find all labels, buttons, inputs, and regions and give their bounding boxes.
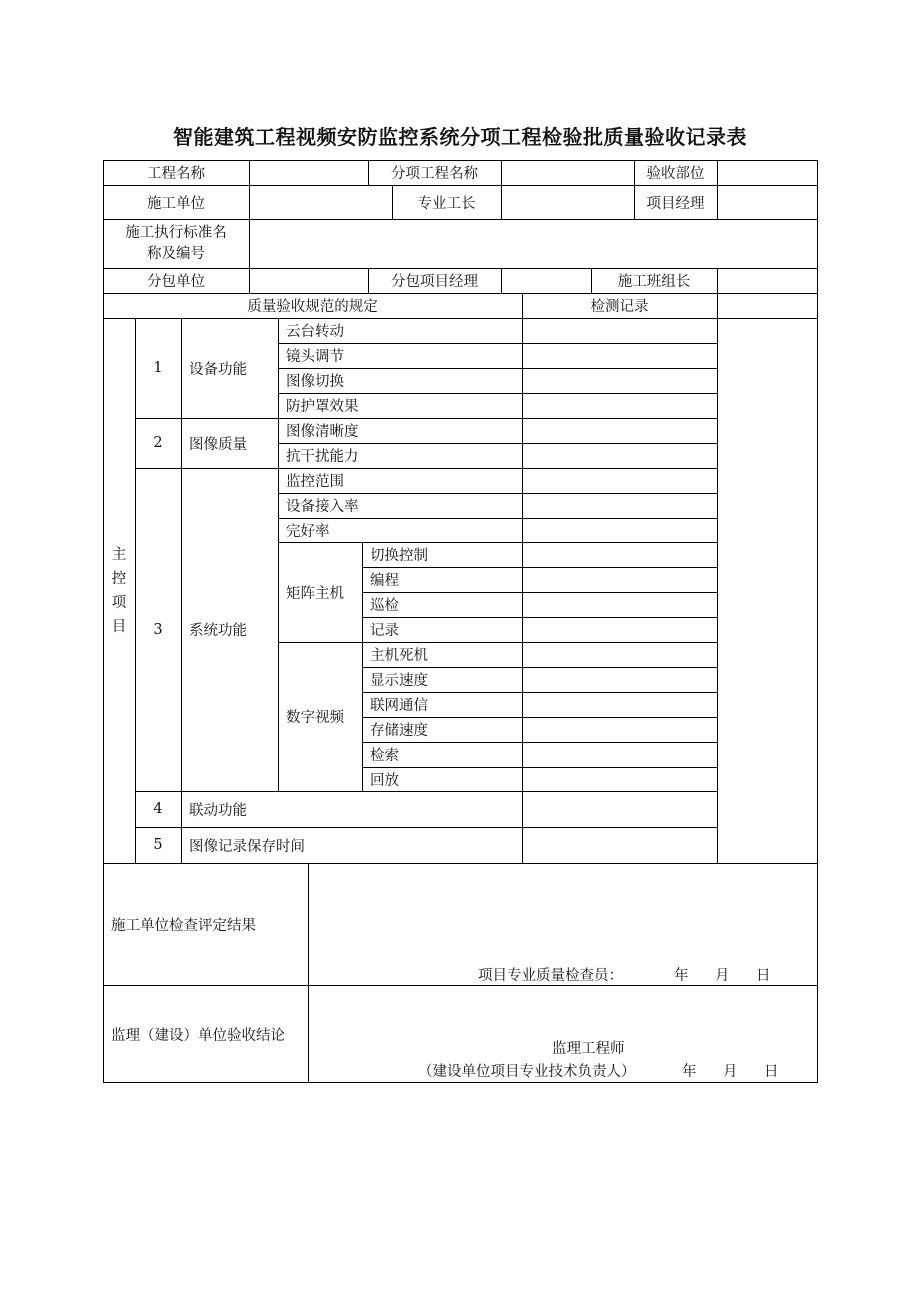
- table-rule: [717, 318, 718, 864]
- item-label: 主机死机: [370, 648, 428, 664]
- group-name: 联动功能: [189, 802, 247, 819]
- supervision-area[interactable]: [308, 985, 817, 1035]
- item-label: 切换控制: [370, 548, 428, 564]
- item-label: 云台转动: [286, 324, 344, 340]
- main-control-char: 目: [111, 618, 127, 635]
- group-no: 5: [153, 837, 163, 853]
- digital-video-label: 数字视频: [286, 710, 344, 726]
- label-acceptance-part: 验收部位: [646, 166, 705, 182]
- sign-year: 年: [682, 1064, 697, 1080]
- group-name: 设备功能: [189, 361, 247, 378]
- label-team-leader: 施工班组长: [617, 274, 691, 290]
- inspect-month: 月: [715, 968, 730, 984]
- record-header: 检测记录: [590, 299, 649, 315]
- item-label: 完好率: [286, 523, 330, 540]
- group-no: 1: [153, 360, 163, 376]
- item-label: 镜头调节: [286, 349, 344, 365]
- project-manager-value[interactable]: [717, 185, 817, 219]
- item-label: 存储速度: [370, 723, 428, 739]
- label-standard-line2: 称及编号: [147, 245, 205, 262]
- sign-month: 月: [723, 1064, 738, 1080]
- item-label: 检索: [370, 748, 399, 764]
- item-label: 设备接入率: [286, 499, 359, 515]
- construction-check-area[interactable]: [308, 863, 817, 963]
- subcontract-manager-value[interactable]: [501, 268, 591, 293]
- foreman-value[interactable]: [501, 185, 634, 219]
- item-label: 编程: [370, 573, 399, 589]
- matrix-host-label: 矩阵主机: [286, 585, 344, 602]
- label-sub-project-name: 分项工程名称: [391, 166, 478, 182]
- group-name: 系统功能: [189, 623, 247, 639]
- page-title: 智能建筑工程视频安防监控系统分项工程检验批质量验收记录表: [173, 125, 747, 149]
- main-control-char: 控: [111, 570, 127, 587]
- subcontract-unit-value[interactable]: [249, 268, 368, 293]
- label-subcontract-unit: 分包单位: [147, 274, 205, 290]
- item-label: 联网通信: [370, 698, 428, 714]
- group-no: 2: [153, 435, 163, 451]
- construction-unit-value[interactable]: [249, 185, 392, 219]
- item-label: 图像清晰度: [286, 424, 359, 440]
- sub-project-name-value[interactable]: [501, 160, 634, 185]
- main-control-char: 项: [111, 594, 127, 611]
- owner-rep-label: （建设单位项目专业技术负责人）: [418, 1064, 636, 1080]
- group-no: 3: [153, 621, 163, 638]
- spec-header: 质量验收规范的规定: [247, 299, 378, 315]
- group-no: 4: [153, 801, 163, 817]
- item-label: 巡检: [370, 598, 399, 614]
- sign-day: 日: [764, 1064, 779, 1080]
- main-control-char: 主: [111, 546, 127, 563]
- table-rule: [817, 160, 818, 1083]
- group-name: 图像质量: [189, 436, 247, 453]
- label-subcontract-manager: 分包项目经理: [391, 274, 478, 290]
- inspector-label: 项目专业质量检查员：: [478, 968, 623, 984]
- standard-value[interactable]: [249, 219, 817, 268]
- supervisor-label: 监理工程师: [552, 1041, 625, 1057]
- acceptance-part-value[interactable]: [717, 160, 817, 185]
- group-name: 图像记录保存时间: [189, 838, 305, 855]
- construction-check-label: 施工单位检查评定结果: [111, 917, 256, 934]
- item-label: 记录: [370, 623, 399, 639]
- main-control-label: [103, 318, 135, 863]
- label-project-name: 工程名称: [147, 166, 205, 182]
- label-construction-unit: 施工单位: [147, 195, 205, 212]
- label-standard: [103, 219, 249, 268]
- inspect-day: 日: [756, 968, 771, 984]
- inspect-year: 年: [674, 968, 689, 984]
- table-rule: [522, 318, 523, 864]
- item-label: 抗干扰能力: [286, 449, 359, 465]
- item-label: 显示速度: [370, 673, 428, 689]
- label-project-manager: 项目经理: [646, 195, 705, 212]
- item-label: 监控范围: [286, 474, 344, 490]
- item-label: 防护罩效果: [286, 399, 359, 415]
- table-rule: [717, 293, 718, 319]
- project-name-value[interactable]: [249, 160, 368, 185]
- label-foreman: 专业工长: [417, 195, 476, 212]
- team-leader-value[interactable]: [717, 268, 817, 293]
- item-label: 回放: [370, 772, 399, 789]
- label-standard-line1: 施工执行标准名: [125, 224, 227, 241]
- item-label: 图像切换: [286, 374, 344, 390]
- supervision-conclusion-label: 监理（建设）单位验收结论: [111, 1027, 285, 1044]
